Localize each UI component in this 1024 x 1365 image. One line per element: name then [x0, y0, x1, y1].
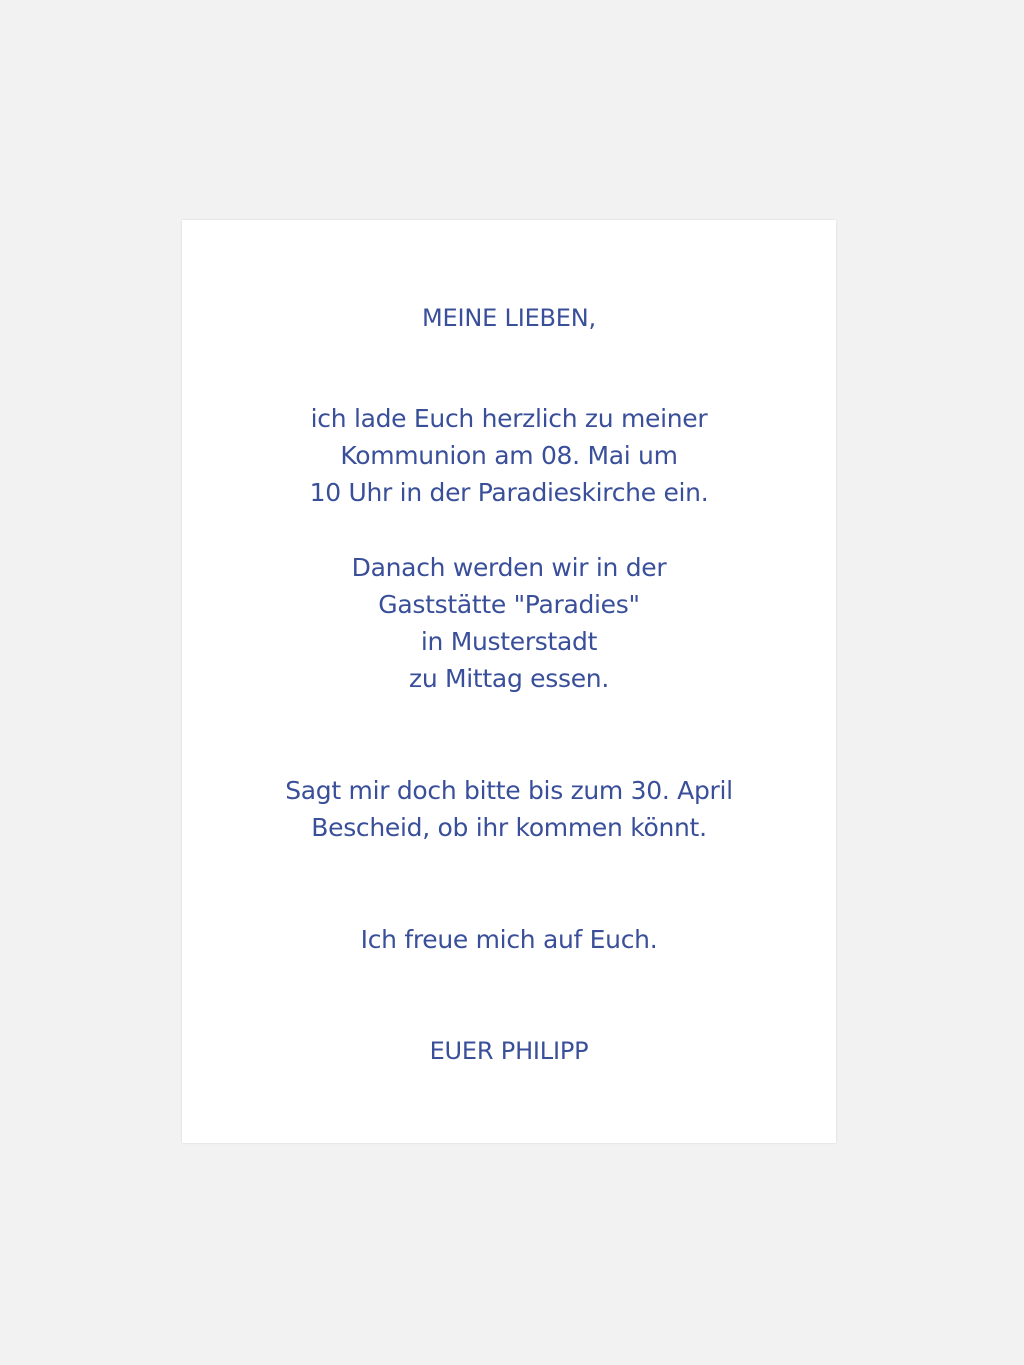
paragraph-line: Bescheid, ob ihr kommen könnt.: [311, 813, 707, 842]
paragraph-line: ich lade Euch herzlich zu meiner: [310, 404, 708, 433]
signature: EUER PHILIPP: [429, 1037, 589, 1065]
paragraph-line: Danach werden wir in der: [351, 553, 667, 582]
closing-line: Ich freue mich auf Euch.: [360, 925, 658, 954]
paragraph-line: in Musterstadt: [420, 627, 598, 656]
paragraph-line: Sagt mir doch bitte bis zum 30. April: [285, 776, 733, 805]
paragraph-line: zu Mittag essen.: [409, 664, 609, 693]
paragraph-line: Kommunion am 08. Mai um: [340, 441, 678, 470]
paragraph-line: 10 Uhr in der Paradieskirche ein.: [309, 478, 709, 507]
paragraph-line: Gaststätte "Paradies": [378, 590, 640, 619]
greeting: MEINE LIEBEN,: [422, 304, 596, 332]
invitation-card: [182, 220, 836, 1143]
